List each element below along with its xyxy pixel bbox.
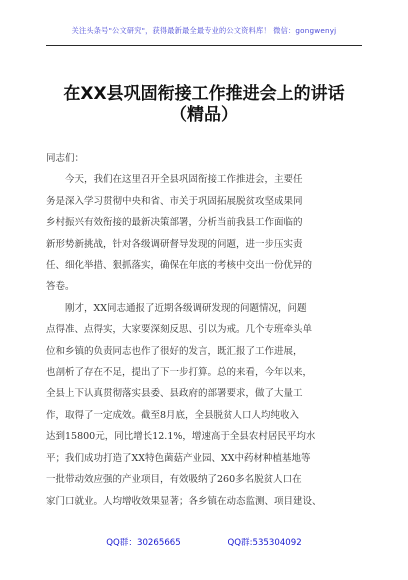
paragraph-1-line: 务是深入学习贯彻中央和省、市关于巩固拓展脱贫攻坚成果同 [46, 195, 303, 207]
paragraph-1 [46, 169, 362, 297]
document-body [46, 148, 362, 512]
salutation-text: 同志们： [46, 153, 85, 164]
paragraph-1-line: 任、细化举措、狠抓落实，确保在年底的考核中交出一份优异的 [46, 260, 313, 272]
footer-qq-group-2: QQ群:535304092 [227, 538, 302, 548]
paragraph-1-line: 新形势新挑战，针对各级调研督导发现的问题，进一步压实责 [46, 238, 303, 250]
title-line-2: （精品） [170, 105, 238, 125]
footer-contact [0, 536, 408, 548]
paragraph-2-line: 平；我们成功打造了XX特色菌菇产业园、XX中药材种植基地等 [46, 452, 311, 464]
paragraph-2-line: 作，取得了一定成效。截至8月底，全县脱贫人口人均纯收入 [46, 409, 300, 421]
footer-qq-group-1: QQ群：30265665 [106, 538, 181, 548]
paragraph-2-line: 刚才，XX同志通报了近期各级调研发现的问题情况，问题 [65, 302, 307, 314]
paragraph-2-line: 点得准、点得实，大家要深刻反思、引以为戒。几个专班牵头单 [46, 324, 313, 336]
paragraph-2-line: 也剖析了存在不足，提出了下一步打算。总的来看，今年以来， [46, 367, 313, 379]
paragraph-1-line: 今天，我们在这里召开全县巩固衔接工作推进会，主要任 [65, 174, 303, 186]
paragraph-2-line: 家门口就业。人均增收效果显著；各乡镇在动态监测、项目建设、 [46, 495, 322, 507]
paragraph-1-line: 乡村振兴有效衔接的最新决策部署，分析当前我县工作面临的 [46, 217, 303, 229]
document-title [46, 84, 362, 126]
paragraph-2-line: 达到15800元，同比增长12.1%，增速高于全县农村居民平均水 [46, 431, 316, 443]
salutation [46, 148, 362, 169]
paragraph-2-line: 全县上下认真贯彻落实县委、县政府的部署要求，做了大量工 [46, 388, 303, 400]
header-note: 关注头条号"公文研究"，获得最新最全最专业的公文资料库！ 微信：gongwenyj [71, 26, 337, 35]
header-divider [46, 45, 362, 46]
paragraph-2-line: 位和乡镇的负责同志也作了很好的发言，既汇报了工作进展， [46, 345, 303, 357]
paragraph-2 [46, 298, 362, 512]
title-line-1: 在XX县巩固衔接工作推进会上的讲话 [63, 84, 345, 104]
paragraph-2-line: 一批带动效应强的产业项目，有效吸纳了260多名脱贫人口在 [46, 474, 302, 486]
paragraph-1-line: 答卷。 [46, 281, 75, 293]
